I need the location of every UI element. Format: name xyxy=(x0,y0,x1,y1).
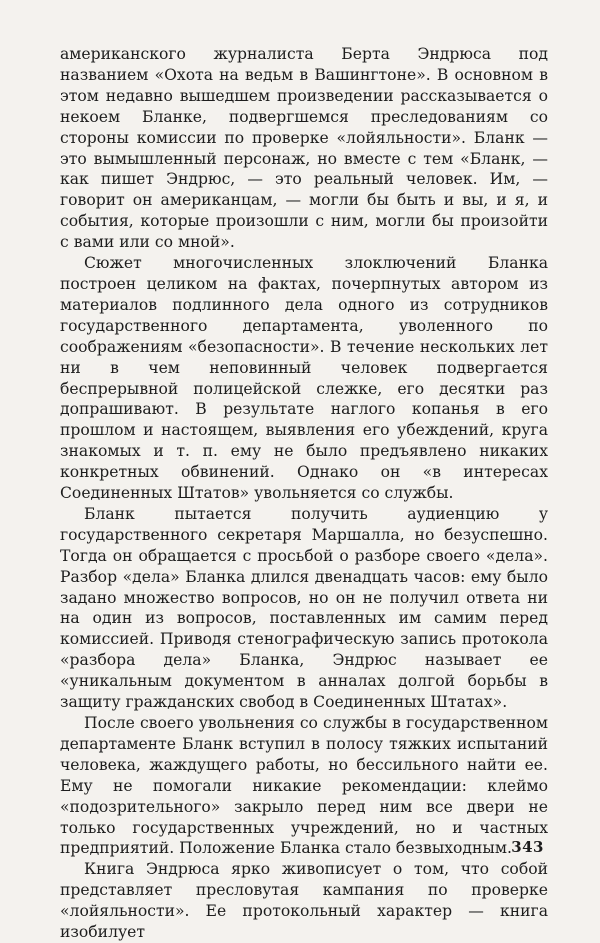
paragraph-1: американского журналиста Берта Эндрюса под названием «Охота на ведьм в Вашингтоне». В основном в этом недавно вышедшем произведении рассказывается о некоем Бланке, подвергшемся преследованиям со стороны комиссии по проверке «лойяльности». Бланк — это вымышленный персонаж, но вместе с тем «Бланк, — как пишет Эндрюс, — это реальный человек. Им, — говорит он американцам, — могли бы быть и вы, и я, и события, которые произошли с ним, могли бы произойти с вами или со мной». xyxy=(60,45,548,252)
page-number: 343 xyxy=(511,838,544,856)
paragraph-3: Бланк пытается получить аудиенцию у государственного секретаря Маршалла, но безуспешно. Тогда он обращается с просьбой о разборе своего «дела». Разбор «дела» Бланка длился двенадцать часов: ему было задано множество вопросов, но он не получил ответа ни на один из вопросов, поставленных им самим перед комиссией. Приводя стенографическую запись протокола «разбора дела» Бланка, Эндрюс называет ее «уникальным документом в анналах долгой борьбы в защиту гражданских свобод в Соединенных Штатах». xyxy=(60,504,548,712)
paragraph-2: Сюжет многочисленных злоключений Бланка построен целиком на фактах, почерпнутых автором из материалов подлинного дела одного из сотрудников государственного департамента, уволенного по соображениям «безопасности». В течение нескольких лет ни в чем неповинный человек подвергается беспрерывной полицейской слежке, его десятки раз допрашивают. В результате наглого копанья в его прошлом и настоящем, выявления его убеждений, круга знакомых и т. п. ему не было предъявлено никаких конкретных обвинений. Однако он «в интересах Соединенных Штатов» увольняется со службы. xyxy=(60,254,548,503)
paragraph-4: После своего увольнения со службы в государственном департаменте Бланк вступил в полосу тяжких испытаний человека, жаждущего работы, но бессильного найти ее. Ему не помогали никакие рекомендации: клеймо «подозрительного» закрыло перед ним все двери не только государственных учреждений, но и частных предприятий. Положение Бланка стало безвыходным. xyxy=(60,714,548,858)
paragraph-5: Книга Эндрюса ярко живописует о том, что собой представляет пресловутая кампания по проверке «лойяльности». Ее протокольный характер — книга изобилует xyxy=(60,860,548,942)
text-body xyxy=(60,44,548,943)
